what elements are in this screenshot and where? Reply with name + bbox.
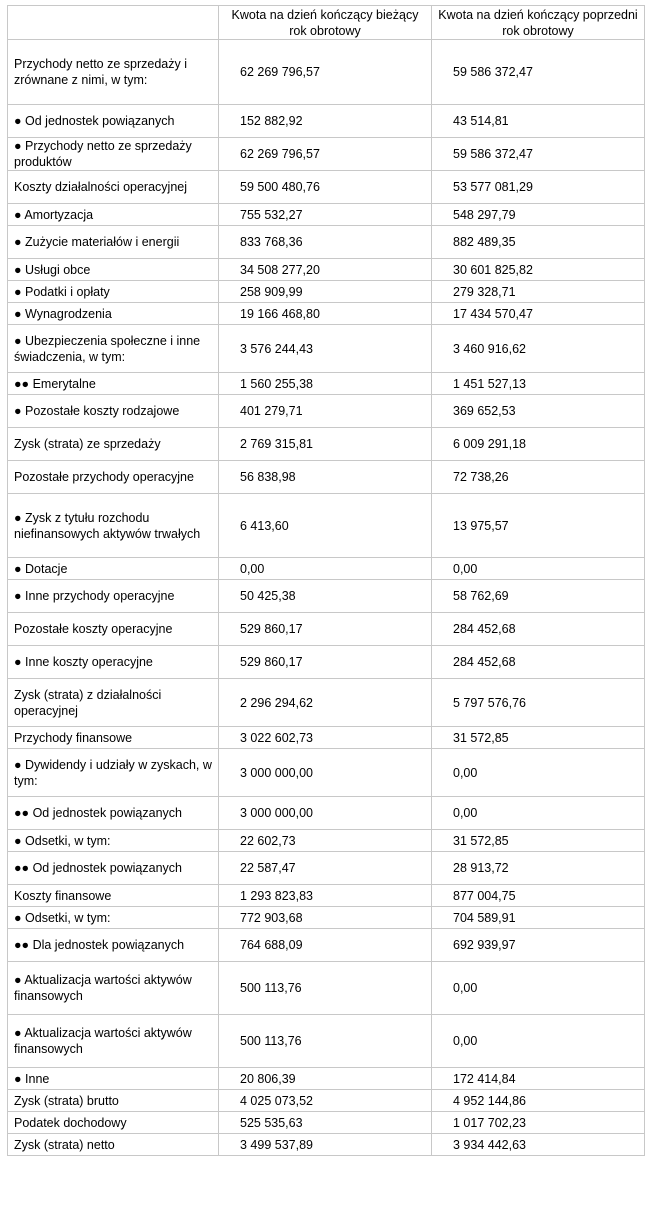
value-previous: 279 328,71 [432,281,645,303]
row-label: Podatek dochodowy [8,1112,219,1134]
row-label: Zysk (strata) ze sprzedaży [8,428,219,461]
table-row [8,395,645,428]
table-row [8,558,645,580]
row-label: Przychody finansowe [8,727,219,749]
value-previous: 172 414,84 [432,1068,645,1090]
table-row [8,1090,645,1112]
value-current: 755 532,27 [219,204,432,226]
row-label: ● Inne koszty operacyjne [8,646,219,679]
value-current: 62 269 796,57 [219,40,432,105]
value-current: 152 882,92 [219,105,432,138]
table-row [8,646,645,679]
value-current: 1 293 823,83 [219,885,432,907]
row-label: Koszty finansowe [8,885,219,907]
value-current: 833 768,36 [219,226,432,259]
row-label: ● Inne przychody operacyjne [8,580,219,613]
table-row [8,40,645,105]
value-previous: 43 514,81 [432,105,645,138]
financial-table [7,5,645,1156]
value-previous: 3 934 442,63 [432,1134,645,1156]
value-current: 2 769 315,81 [219,428,432,461]
row-label: ●● Dla jednostek powiązanych [8,929,219,962]
value-current: 258 909,99 [219,281,432,303]
value-previous: 284 452,68 [432,613,645,646]
header-row [8,6,645,40]
value-previous: 53 577 081,29 [432,171,645,204]
table-row [8,204,645,226]
row-label: ● Podatki i opłaty [8,281,219,303]
value-previous: 369 652,53 [432,395,645,428]
row-label: ● Aktualizacja wartości aktywów finansowych [8,962,219,1015]
table-row [8,226,645,259]
row-label: ●● Od jednostek powiązanych [8,797,219,830]
value-current: 50 425,38 [219,580,432,613]
row-label: ● Dywidendy i udziały w zyskach, w tym: [8,749,219,797]
value-previous: 30 601 825,82 [432,259,645,281]
value-current: 772 903,68 [219,907,432,929]
row-label: Przychody netto ze sprzedaży i zrównane z nimi, w tym: [8,40,219,105]
row-label: Zysk (strata) z działalności operacyjnej [8,679,219,727]
row-label: ● Od jednostek powiązanych [8,105,219,138]
value-previous: 3 460 916,62 [432,325,645,373]
value-current: 529 860,17 [219,646,432,679]
value-current: 19 166 468,80 [219,303,432,325]
value-current: 3 499 537,89 [219,1134,432,1156]
row-label: ● Amortyzacja [8,204,219,226]
table-row [8,105,645,138]
value-current: 2 296 294,62 [219,679,432,727]
row-label: Pozostałe koszty operacyjne [8,613,219,646]
value-current: 3 000 000,00 [219,797,432,830]
table-row [8,962,645,1015]
row-label: Zysk (strata) netto [8,1134,219,1156]
table-row [8,281,645,303]
value-current: 20 806,39 [219,1068,432,1090]
value-current: 3 000 000,00 [219,749,432,797]
row-label: ● Aktualizacja wartości aktywów finansowych [8,1015,219,1068]
value-previous: 17 434 570,47 [432,303,645,325]
row-label: Koszty działalności operacyjnej [8,171,219,204]
table-row [8,1134,645,1156]
value-previous: 692 939,97 [432,929,645,962]
value-previous: 877 004,75 [432,885,645,907]
value-previous: 0,00 [432,749,645,797]
row-label: ● Zysk z tytułu rozchodu niefinansowych aktywów trwałych [8,494,219,558]
table-row [8,885,645,907]
value-previous: 59 586 372,47 [432,138,645,171]
table-row [8,1015,645,1068]
table-row [8,679,645,727]
value-previous: 5 797 576,76 [432,679,645,727]
value-previous: 0,00 [432,558,645,580]
row-label: ● Inne [8,1068,219,1090]
table-row [8,852,645,885]
table-row [8,461,645,494]
value-current: 1 560 255,38 [219,373,432,395]
value-previous: 6 009 291,18 [432,428,645,461]
value-current: 0,00 [219,558,432,580]
value-current: 401 279,71 [219,395,432,428]
table-row [8,929,645,962]
header-current-year: Kwota na dzień kończący bieżący rok obrotowy [219,6,432,40]
value-previous: 548 297,79 [432,204,645,226]
value-previous: 31 572,85 [432,727,645,749]
row-label: Pozostałe przychody operacyjne [8,461,219,494]
table-row [8,727,645,749]
value-current: 529 860,17 [219,613,432,646]
value-current: 62 269 796,57 [219,138,432,171]
header-previous-year: Kwota na dzień kończący poprzedni rok obrotowy [432,6,645,40]
table-row [8,1068,645,1090]
table-row [8,830,645,852]
value-previous: 31 572,85 [432,830,645,852]
row-label: ●● Emerytalne [8,373,219,395]
row-label: ● Wynagrodzenia [8,303,219,325]
value-current: 764 688,09 [219,929,432,962]
value-previous: 28 913,72 [432,852,645,885]
row-label: Zysk (strata) brutto [8,1090,219,1112]
table-row [8,613,645,646]
value-previous: 13 975,57 [432,494,645,558]
value-previous: 1 451 527,13 [432,373,645,395]
table-row [8,138,645,171]
row-label: ● Usługi obce [8,259,219,281]
value-current: 22 587,47 [219,852,432,885]
value-previous: 0,00 [432,962,645,1015]
row-label: ● Zużycie materiałów i energii [8,226,219,259]
row-label: ●● Od jednostek powiązanych [8,852,219,885]
value-current: 56 838,98 [219,461,432,494]
table-row [8,1112,645,1134]
value-current: 6 413,60 [219,494,432,558]
value-current: 59 500 480,76 [219,171,432,204]
table-row [8,580,645,613]
table-row [8,373,645,395]
table-row [8,907,645,929]
value-previous: 0,00 [432,797,645,830]
table-row [8,428,645,461]
value-previous: 882 489,35 [432,226,645,259]
row-label: ● Pozostałe koszty rodzajowe [8,395,219,428]
table-row [8,303,645,325]
value-current: 500 113,76 [219,962,432,1015]
header-empty-cell [8,6,219,40]
table-row [8,259,645,281]
value-current: 525 535,63 [219,1112,432,1134]
row-label: ● Odsetki, w tym: [8,830,219,852]
table-row [8,797,645,830]
table-row [8,171,645,204]
value-previous: 59 586 372,47 [432,40,645,105]
table-row [8,494,645,558]
row-label: ● Przychody netto ze sprzedaży produktów [8,138,219,171]
value-previous: 58 762,69 [432,580,645,613]
value-current: 34 508 277,20 [219,259,432,281]
value-previous: 284 452,68 [432,646,645,679]
value-current: 4 025 073,52 [219,1090,432,1112]
value-current: 3 576 244,43 [219,325,432,373]
row-label: ● Odsetki, w tym: [8,907,219,929]
value-current: 500 113,76 [219,1015,432,1068]
value-current: 22 602,73 [219,830,432,852]
value-current: 3 022 602,73 [219,727,432,749]
table-row [8,749,645,797]
value-previous: 4 952 144,86 [432,1090,645,1112]
row-label: ● Dotacje [8,558,219,580]
value-previous: 704 589,91 [432,907,645,929]
table-row [8,325,645,373]
value-previous: 1 017 702,23 [432,1112,645,1134]
row-label: ● Ubezpieczenia społeczne i inne świadczenia, w tym: [8,325,219,373]
value-previous: 0,00 [432,1015,645,1068]
value-previous: 72 738,26 [432,461,645,494]
